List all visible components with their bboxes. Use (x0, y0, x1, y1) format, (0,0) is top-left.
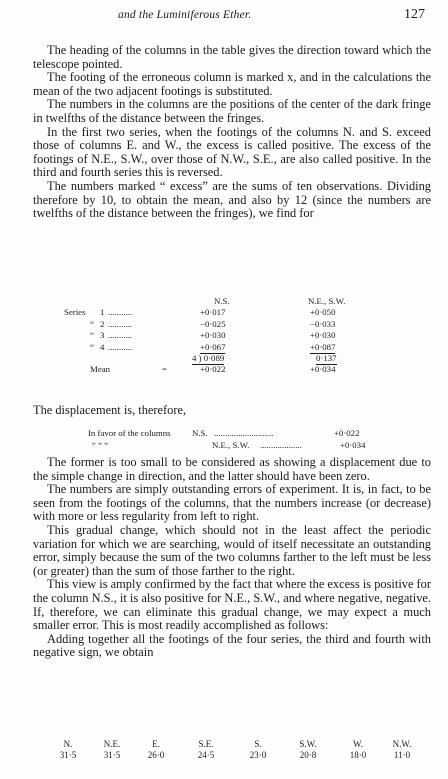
table-row (64, 342, 424, 353)
ditto-mark: “ (90, 341, 94, 352)
displacement-value: +0·034 (340, 439, 366, 450)
text-block-top (33, 44, 431, 221)
ns-sum: 4 ) 0·089 (192, 353, 224, 365)
table-header-row (64, 296, 424, 307)
column-header: N.E. (103, 739, 121, 749)
ditto-mark: “ (90, 330, 94, 341)
paragraph: The numbers are simply outstanding errors of experiment. It is, in fact, to be seen from the footings of the columns, that the numbers increase (or decrease) with more or less regularity from left to right. (33, 482, 431, 524)
paragraph: The displacement is, therefore, (33, 403, 187, 417)
paragraph: This gradual change, which should not in the least affect the periodic variation for which we are searching, would of itself necessitate an outstanding error, simply because the sum of the two columns farther to the left must be less (or greater) than the sum of those farther to the right. (33, 522, 431, 578)
footing-value: 23·0 (249, 750, 267, 760)
page-number: 127 (404, 7, 425, 22)
column-header: W. (353, 739, 363, 749)
series-number: 3 (100, 330, 105, 341)
footing-value: 31·5 (59, 750, 77, 760)
column-header: S.W. (299, 739, 317, 749)
dot-leader: ........... (108, 318, 133, 329)
ne-sw-value: +0·030 (310, 330, 336, 341)
equals-sign: = (162, 364, 167, 375)
dot-leader: ........... (108, 307, 133, 318)
sum-row (64, 353, 424, 364)
series-number: 2 (100, 318, 105, 329)
column-header: N. (63, 739, 73, 749)
dot-leader: ................... (260, 439, 302, 450)
page-header (0, 7, 448, 27)
paragraph: This view is amply confirmed by the fact that where the excess is positive for the column N.S., it is also positive for N.E., S.W., and where negative, negative. If, therefore, we can eliminate this gradual change, we may expect a much smaller error. This is most readily accomplished as follows: (33, 577, 432, 633)
paragraph: The former is too small to be considered as showing a displacement due to the simple change in direction, and the latter should have been zero. (33, 455, 431, 483)
column-header-ns: N.S. (214, 296, 230, 306)
column-header-ne-sw: N.E., S.W. (308, 296, 346, 306)
paragraph: The numbers in the columns are the positions of the center of the dark fringe in twelfths of the distance between the fringes. (33, 97, 431, 125)
paragraph: Adding together all the footings of the four series, the third and fourth with negative sign, we obtain (33, 631, 431, 660)
column-header: N.W. (392, 739, 412, 749)
mean-label: Mean (90, 364, 111, 375)
paragraph: In the first two series, when the footings of the columns N. and S. exceed those of columns E. and W., the excess is called positive. The excess of the footings of N.E., S.W., over those of N.W., S.E., are also called positive. In the third and fourth series this is reversed. (33, 124, 431, 180)
ne-sw-mean: +0·034 (310, 364, 336, 375)
mean-row (64, 364, 424, 375)
displacement-value: +0·022 (334, 428, 360, 438)
footings-table (48, 739, 438, 761)
footing-value: 24·5 (197, 750, 215, 760)
ne-sw-sum: 0·137 (316, 353, 337, 365)
table-row (64, 330, 424, 341)
table-row (48, 750, 438, 761)
table-row (64, 319, 424, 330)
footing-value: 20·8 (299, 750, 317, 760)
ns-value: −0·025 (200, 318, 226, 329)
paragraph: The heading of the columns in the table gives the direction toward which the telescope pointed. (33, 43, 431, 71)
excess-table (64, 296, 424, 376)
series-number: 1 (100, 307, 105, 318)
table-row (64, 307, 424, 318)
row-label: Series (64, 307, 86, 318)
displacement-intro-block (33, 404, 431, 418)
ne-sw-value: −0·033 (310, 318, 336, 329)
dot-leader: ........... (108, 330, 133, 341)
ne-sw-value: +0·087 (310, 342, 335, 354)
running-title: and the Luminiferous Ether. (118, 9, 252, 21)
text-block-bottom (33, 456, 431, 660)
table-header-row (48, 739, 438, 750)
columns-label: N.S. (192, 428, 208, 438)
columns-label: N.E., S.W. (212, 439, 250, 450)
footing-value: 31·5 (103, 750, 121, 760)
ns-value: +0·030 (200, 330, 226, 341)
footing-value: 11·0 (393, 750, 411, 760)
ns-value: +0·017 (200, 307, 226, 318)
column-header: S. (254, 739, 262, 749)
column-header: S.E. (198, 739, 214, 749)
ne-sw-value: +0·050 (310, 307, 336, 318)
row-lead: In favor of the columns (88, 428, 171, 438)
ns-mean: +0·022 (200, 364, 226, 375)
paragraph: The numbers marked “ excess” are the sums of ten observations. Dividing therefore by 10, to obtain the mean, and also by 12 (since the numbers are twelfths of the distance between the fringes), we find for (33, 178, 431, 221)
ditto-marks: “ “ “ (92, 439, 109, 450)
series-number: 4 (100, 341, 105, 352)
paragraph: The footing of the erroneous column is marked x, and in the calculations the mean of the two adjacent footings is substituted. (33, 70, 431, 98)
footing-value: 26·0 (147, 750, 165, 760)
dot-leader: ........... (108, 341, 133, 352)
dot-leader: ........................... (214, 428, 274, 438)
footing-value: 18·0 (349, 750, 367, 760)
ns-value: +0·067 (200, 342, 225, 354)
ditto-mark: “ (90, 318, 94, 329)
column-header: E. (152, 739, 160, 749)
